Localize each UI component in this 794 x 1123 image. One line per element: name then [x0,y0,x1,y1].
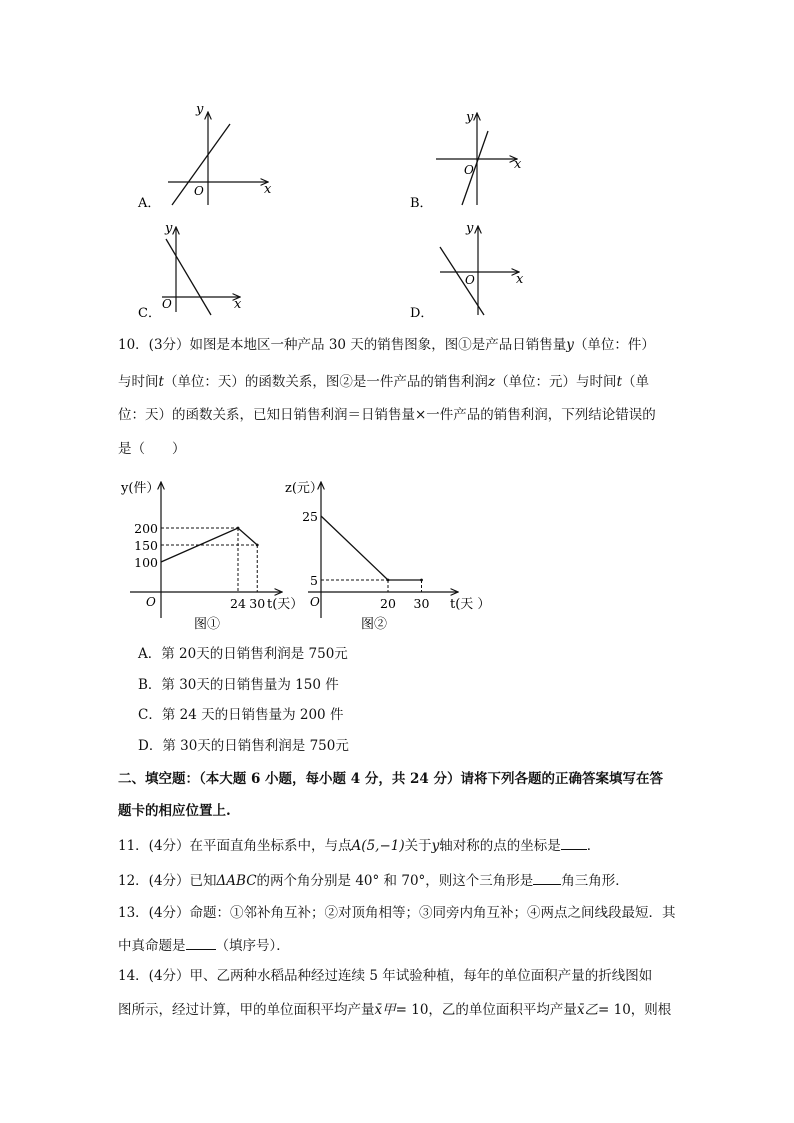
q12-blank[interactable] [533,870,561,885]
q14-line2 [118,1000,671,1020]
chart1-origin: O [146,595,156,609]
q10-line3: 位：天）的函数关系，已知日销售利润＝日销售量×一件产品的销售利润，下列结论错误的 [118,407,656,423]
q12-text-b: 的两个角分别是 40° 和 70°，则这个三角形是 [256,873,534,889]
q10-option-c: C．第 24 天的日销售量为 200 件 [138,707,344,723]
chart1-point-30 [256,544,259,547]
origin-label: O [162,297,172,311]
origin-label: O [464,163,474,177]
q9-graph-d [440,221,524,315]
q13-line2 [118,935,290,956]
q14-text-c: = 10，则根 [598,1002,672,1018]
function-line [166,239,211,315]
q14-line1: 14．(4分）甲、乙两种水稻品种经过连续 5 年试验种植，每年的单位面积产量的折线图如 [118,968,653,984]
chart-sales-volume [120,481,303,632]
q10-line4: 是（ ） [118,441,186,457]
q11-blank[interactable] [561,835,587,850]
chart2-ytick-25: 25 [302,509,318,524]
section2-heading-line2: 题卡的相应位置上. [118,803,231,819]
chart1-xlabel: t(天） [267,597,304,612]
q12-triangle: ΔABC [216,873,257,889]
x-label: x [234,297,242,312]
chart2-point-30 [420,579,423,582]
q10-var-y: y [566,337,574,353]
y-label: y [466,110,474,125]
x-label: x [516,272,524,287]
chart1-ytick-200: 200 [134,521,158,536]
q14-mean-jia: x̄甲 [374,1002,396,1018]
q14-mean-yi: x̄乙 [576,1002,599,1018]
q11-text-d: ． [586,838,601,854]
chart2-xlabel: t(天 ） [450,597,491,612]
q10-charts [0,470,794,640]
q10-line1-text: 10．(3分）如图是本地区一种产品 30 天的销售图象，图①是产品日销售量 [118,337,567,353]
chart2-origin: O [310,595,320,609]
chart1-point-24 [237,527,240,530]
origin-label: O [465,273,475,287]
q12-text-c: 角三角形． [561,873,629,889]
q11 [118,835,600,856]
q9-graph-c [162,221,242,315]
option-letter-c: C． [138,306,161,321]
q14-text-a: 图所示，经过计算，甲的单位面积平均产量 [118,1002,375,1018]
section2-heading-line1: 二、填空题：（本大题 6 小题，每小题 4 分，共 24 分）请将下列各题的正确答案填写在答 [118,771,664,787]
y-label: y [196,102,204,117]
chart2-xtick-20: 20 [380,596,396,611]
chart2-ylabel: z(元） [285,481,323,496]
x-label: x [264,182,272,197]
option-letter-d: D． [410,306,434,321]
option-letter-b: B． [410,196,433,211]
q10-line1-tail: （单位：件） [573,337,655,353]
origin-label: O [194,184,204,198]
q13-text-a: 中真命题是 [118,938,186,954]
chart2-title: 图② [361,617,388,632]
chart1-xtick-24: 24 [230,596,246,611]
q10-var-z: z [487,374,496,390]
q10-option-d: D．第 30天的日销售利润是 750元 [138,738,349,754]
chart1-ytick-150: 150 [134,538,158,553]
q13-blank[interactable] [186,935,216,950]
q13-line1: 13．(4分）命题：①邻补角互补；②对顶角相等；③同旁内角互补；④两点之间线段最短．其 [118,905,676,921]
q10-line2-a: 与时间 [118,374,159,390]
q10-line2 [118,372,649,392]
chart2-xtick-30: 30 [413,596,430,611]
chart1-ytick-100: 100 [134,555,158,570]
q11-var: y [431,838,440,854]
q13-text-b: （填序号）． [215,938,290,954]
q12-text-a: 12．(4分）已知 [118,873,217,889]
chart2-ytick-5: 5 [310,573,318,588]
y-label: y [165,221,173,236]
q9-graph-a [168,102,272,205]
q10-line2-c: （单位：元）与时间 [495,374,617,390]
chart1-ylabel: y(件） [121,481,160,496]
y-label: y [466,221,474,236]
q9-graphs [0,0,794,330]
chart1-title: 图① [194,617,221,632]
chart-unit-profit [285,481,490,632]
q11-text-b: 关于 [404,838,432,854]
q10-var-t2: t [616,374,622,390]
q10-line2-d: （单 [622,374,649,390]
q9-graph-b [436,110,522,205]
q10-line1 [118,335,655,355]
q11-text-c: 轴对称的点的坐标是 [439,838,561,854]
q10-option-a: A．第 20天的日销售利润是 750元 [138,646,348,662]
q10-var-t: t [158,374,164,390]
q14-text-b: = 10，乙的单位面积平均产量 [395,1002,577,1018]
x-label: x [514,157,522,172]
chart2-point-20 [387,579,390,582]
chart1-xtick-30: 30 [249,596,266,611]
q11-point: A(5,−1) [351,838,405,854]
q12 [118,870,629,891]
q11-text-a: 11．(4分）在平面直角坐标系中，与点 [118,838,352,854]
chart2-series-line [321,516,422,580]
q10-option-b: B．第 30天的日销售量为 150 件 [138,677,339,693]
q10-line2-b: （单位：天）的函数关系，图②是一件产品的销售利润 [163,374,488,390]
option-letter-a: A． [138,196,161,211]
